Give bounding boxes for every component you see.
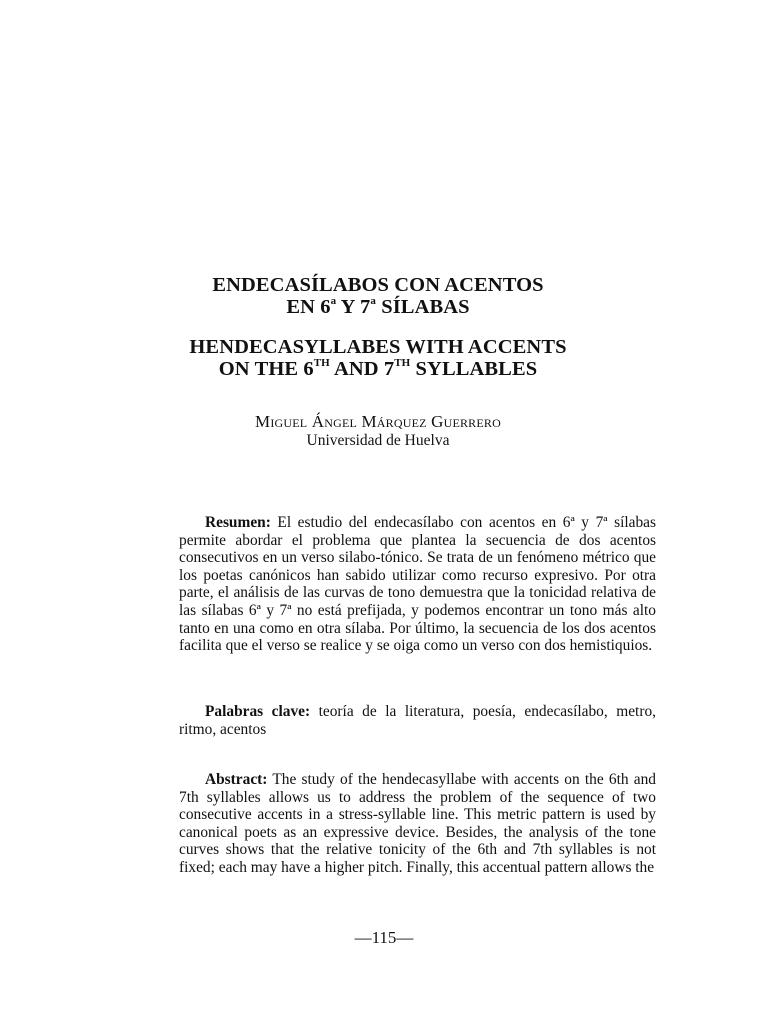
english-title-line-1: HENDECASYLLABES WITH ACCENTS [189, 336, 567, 358]
english-title [128, 336, 628, 380]
spanish-title-line-2-middle: Y 7 [336, 296, 371, 318]
author-block [128, 412, 628, 450]
english-title-line-2-start: ON THE 6 [218, 358, 314, 380]
resumen-paragraph [179, 514, 656, 655]
resumen-text: El estudio del endecasílabo con acentos en 6ª y 7ª sílabas permite abordar el problema que plantea la secuencia de dos acentos consecutivos en un verso silabo-tónico. Se trata de un fenómeno métrico que los poetas canónicos han sabido utilizar como recurso expresivo. Por otra parte, el análisis de las curvas de tono demuestra que la tonicidad relativa de las sílabas 6ª y 7ª no está prefijada, y podemos encontrar un tono más alto tanto en una como en otra sílaba. Por último, la secuencia de los dos acentos facilita que el verso se realice y se oiga como un verso con dos hemistiquios. [179, 514, 656, 655]
abstract-text: The study of the hendecasyllabe with accents on the 6th and 7th syllables allows us to address the problem of the sequence of two consecutive accents in a stress-syllable line. This metric pattern is used by canonical poets as an expressive device. Besides, the analysis of the tone curves shows that the relative tonicity of the 6th and 7th syllables is not fixed; each may have a higher pitch. Finally, this accentual pattern allows the [179, 771, 656, 876]
english-title-line-2-end: SYLLABLES [410, 358, 538, 380]
english-title-superscript-2: TH [394, 357, 411, 370]
abstract-paragraph [179, 771, 656, 877]
spanish-title-line-2-start: EN 6 [286, 296, 331, 318]
keywords-text: teoría de la literatura, poesía, endecasílabo, metro, ritmo, acentos [179, 703, 656, 738]
keywords-paragraph [179, 703, 656, 738]
author-affiliation: Universidad de Huelva [306, 432, 450, 449]
spanish-title-superscript-2: a [370, 295, 376, 308]
spanish-title-superscript-1: a [330, 295, 337, 308]
spanish-title-line-2-end: SÍLABAS [376, 296, 470, 318]
author-name: Miguel Ángel Márquez Guerrero [255, 412, 501, 431]
spanish-title-line-2 [128, 296, 628, 318]
abstract-label: Abstract: [205, 771, 268, 788]
resumen-label: Resumen: [205, 514, 271, 531]
spanish-title-line-1: ENDECASÍLABOS CON ACENTOS [212, 274, 544, 296]
page-number: —115— [354, 928, 414, 947]
english-title-line-2-middle: AND 7 [329, 358, 395, 380]
spanish-title [128, 274, 628, 318]
keywords-label: Palabras clave: [205, 703, 311, 720]
english-title-superscript-1: TH [313, 357, 330, 370]
english-title-line-2 [128, 358, 628, 380]
